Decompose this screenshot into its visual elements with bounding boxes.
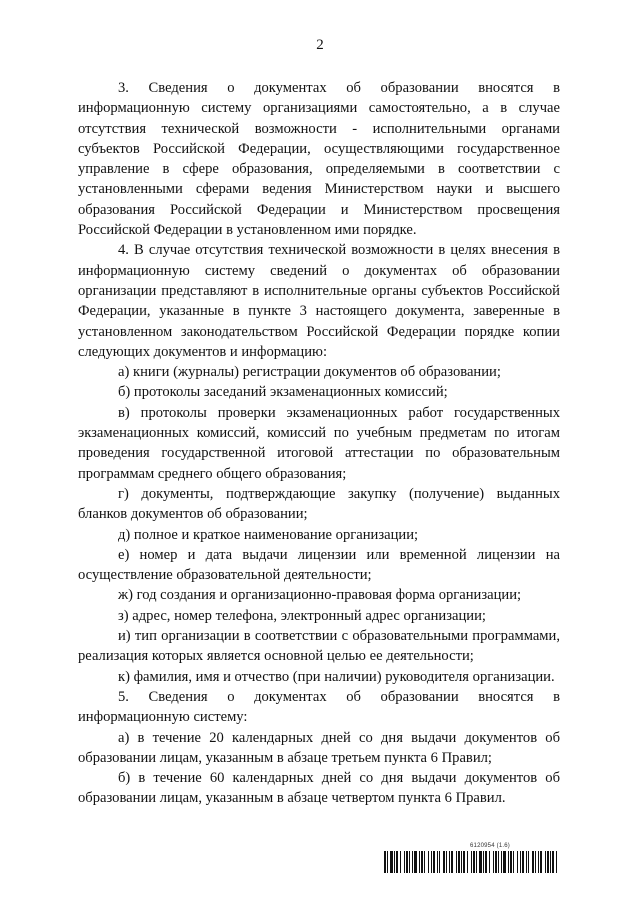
list-item-zh: ж) год создания и организационно-правовая форма организации; <box>118 587 522 604</box>
barcode-icon <box>384 851 560 873</box>
list-item-d: д) полное и краткое наименование организации; <box>118 526 419 543</box>
list-item-k: к) фамилия, имя и отчество (при наличии) руководителя организации. <box>118 668 555 685</box>
list-item-5a: а) в течение 20 календарных дней со дня выдачи документов об образовании лицам, указанным в абзаце третьем пункта 6 Правил; <box>78 729 560 766</box>
list-item-i: и) тип организации в соответствии с образовательными программами, реализация которых является основной целью ее деятельности; <box>78 628 560 665</box>
list-item-e: е) номер и дата выдачи лицензии или временной лицензии на осуществление образовательной деятельности; <box>78 546 560 584</box>
paragraph-5: 5. Сведения о документах об образовании вносятся в информационную систему: <box>78 688 560 726</box>
list-item-a: а) книги (журналы) регистрации документов об образовании; <box>118 364 501 381</box>
document-code: 6120954 (1.6) <box>470 843 510 849</box>
paragraph-4: 4. В случае отсутствия технической возможности в целях внесения в информационную систему сведений о документах об образовании организации представляют в исполнительные органы субъектов Российской Федерации, указанные в пункте 3 настоящего документа, заверенные в установленном законодательством Российской Федерации порядке копии следующих документов и информацию: <box>78 242 560 360</box>
paragraph-3: 3. Сведения о документах об образовании вносятся в информационную систему организациями самостоятельно, а в случае отсутствия технической возможности - исполнительными органами субъектов Российской Федерации, осуществляющими государственное управление в сфере образования, определяемыми в соответствии с установленными сферами ведения Министерством науки и высшего образования Российской Федерации и Министерством просвещения Российской Федерации в установленном ими порядке. <box>78 80 560 239</box>
list-item-5b: б) в течение 60 календарных дней со дня выдачи документов об образовании лицам, указанным в абзаце четвертом пункта 6 Правил. <box>78 770 560 807</box>
list-item-v: в) протоколы проверки экзаменационных работ государственных экзаменационных комиссий, комиссий по учебным предметам по итогам проведения государственной итоговой аттестации по образовательным программам среднего общего образования; <box>78 404 560 482</box>
list-item-g: г) документы, подтверждающие закупку (получение) выданных бланков документов об образовании; <box>78 485 560 523</box>
list-item-b: б) протоколы заседаний экзаменационных комиссий; <box>118 384 448 401</box>
document-body <box>78 78 560 809</box>
page-number: 2 <box>316 37 324 53</box>
list-item-z: з) адрес, номер телефона, электронный адрес организации; <box>118 607 486 624</box>
